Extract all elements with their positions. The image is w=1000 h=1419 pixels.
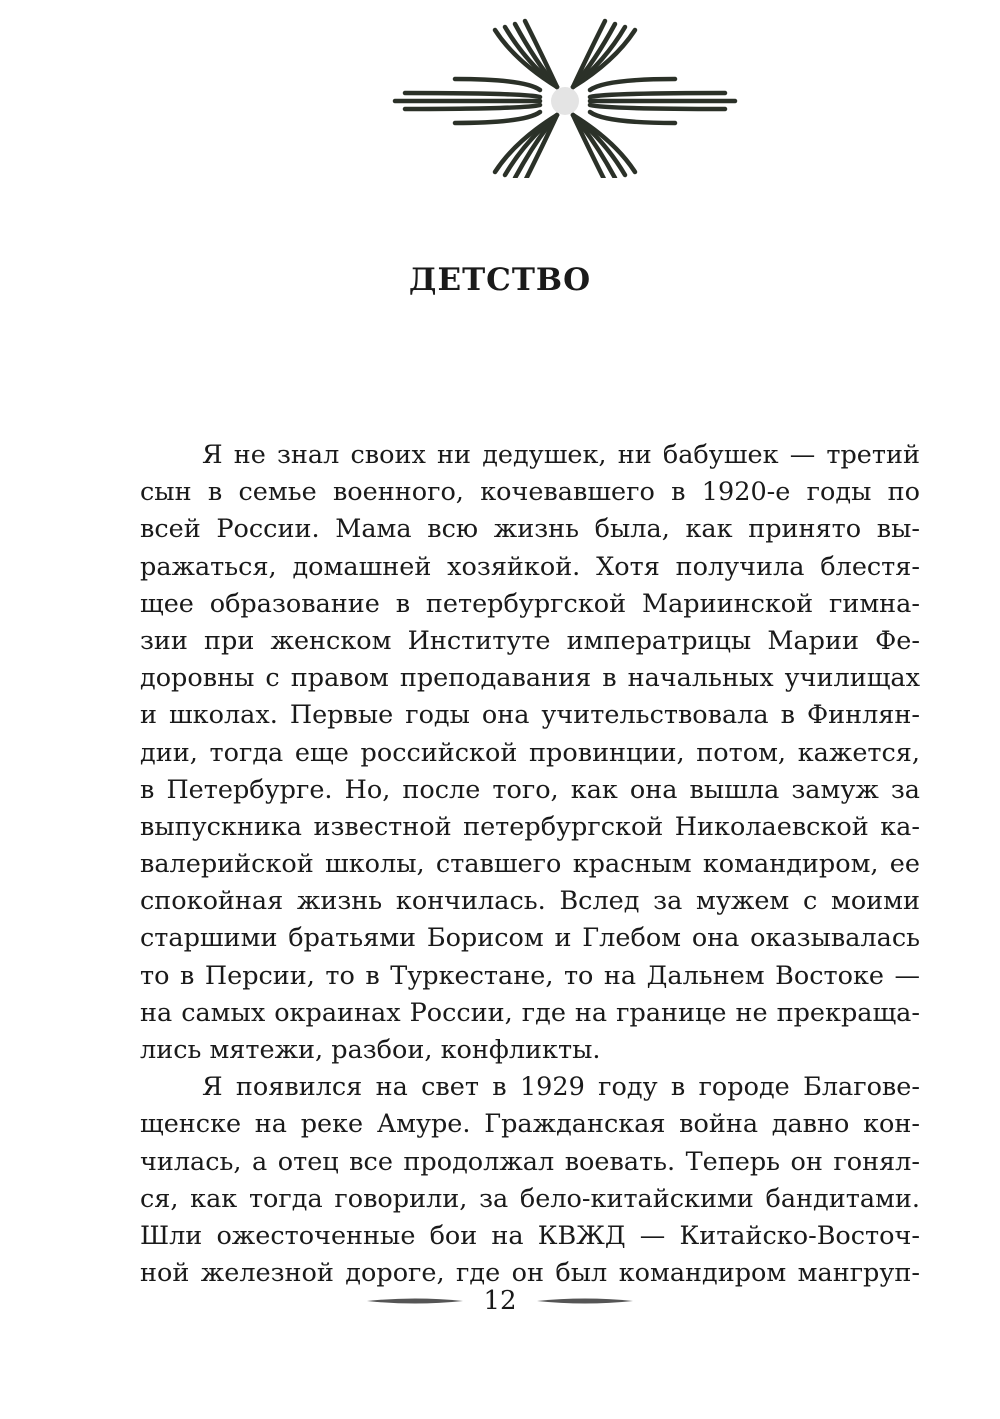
text-line: старшими братьями Борисом и Глебом она оказывалась (140, 923, 920, 954)
text-line: валерийской школы, ставшего красным командиром, ее (140, 849, 920, 880)
text-line: щенске на реке Амуре. Гражданская война давно кон- (140, 1109, 920, 1140)
text-line: дии, тогда еще российской провинции, потом, кажется, (140, 737, 920, 768)
text-line: выпускника известной петербургской Николаевской ка- (140, 811, 920, 842)
body-text (140, 437, 920, 1292)
text-line: щее образование в петербургской Мариинской гимна- (140, 588, 920, 619)
page-number: 12 (483, 1286, 517, 1316)
page-footer (0, 1286, 1000, 1316)
text-line: ся, как тогда говорили, за бело-китайскими бандитами. (140, 1183, 920, 1214)
text-line: зии при женском Институте императрицы Марии Фе- (140, 625, 920, 656)
text-line: то в Персии, то в Туркестане, то на Дальнем Востоке — (140, 960, 920, 991)
text-line: доровны с правом преподавания в начальных училищах (140, 663, 920, 694)
decorative-ornament (380, 8, 750, 178)
text-line: Я появился на свет в 1929 году в городе Благове- (202, 1072, 920, 1103)
text-line: Я не знал своих ни дедушек, ни бабушек — третий (202, 440, 920, 470)
text-line: сын в семье военного, кочевавшего в 1920-е годы по (140, 477, 920, 508)
chapter-title: ДЕТСТВО (408, 262, 592, 298)
text-line: Шли ожесточенные бои на КВЖД — Китайско-Восточ- (140, 1220, 920, 1251)
text-line: лись мятежи, разбои, конфликты. (140, 1035, 601, 1065)
text-line: спокойная жизнь кончилась. Вслед за мужем с моими (140, 886, 920, 917)
left-flourish-icon (365, 1294, 465, 1308)
text-line: чилась, а отец все продолжал воевать. Теперь он гонял- (140, 1146, 920, 1177)
text-line: ражаться, домашней хозяйкой. Хотя получила блестя- (140, 551, 920, 582)
text-line: всей России. Мама всю жизнь была, как принято вы- (140, 514, 920, 545)
right-flourish-icon (535, 1294, 635, 1308)
text-line: на самых окраинах России, где на границе не прекраща- (140, 997, 920, 1028)
text-line: и школах. Первые годы она учительствовала в Финлян- (140, 700, 920, 731)
text-line: ной железной дороге, где он был командиром мангруп- (140, 1258, 920, 1289)
text-line: в Петербурге. Но, после того, как она вышла замуж за (140, 774, 920, 805)
